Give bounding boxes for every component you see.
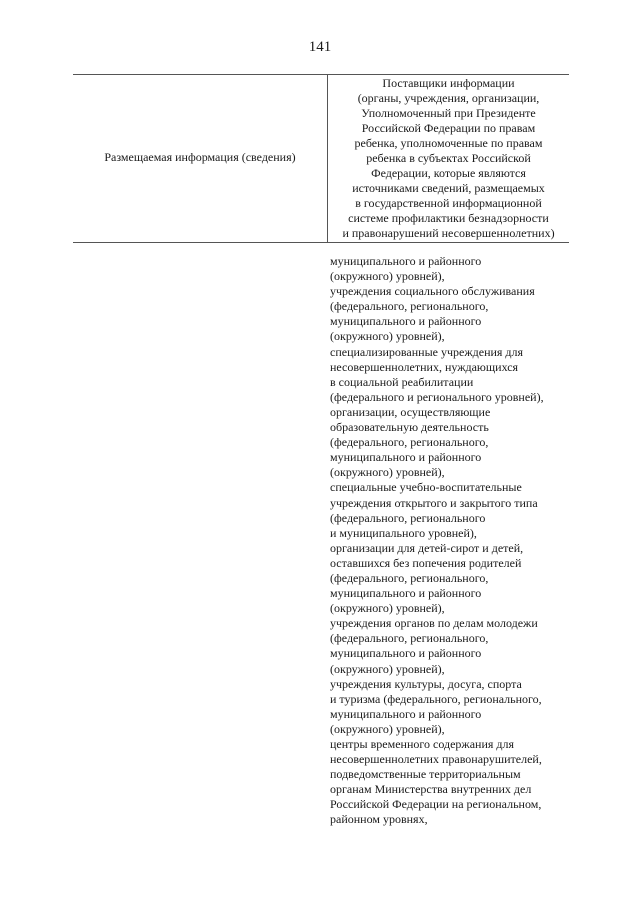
header-suppliers-line: и правонарушений несовершеннолетних) xyxy=(342,226,555,240)
table-header-information: Размещаемая информация (сведения) xyxy=(104,150,296,164)
suppliers-list-line: (окружного) уровней), xyxy=(330,721,445,736)
suppliers-list-line: подведомственные территориальным xyxy=(330,767,521,782)
suppliers-list-line: (окружного) уровней), xyxy=(330,601,445,616)
suppliers-list-line: муниципального и районного xyxy=(330,450,482,465)
suppliers-list-line: учреждения социального обслуживания xyxy=(330,284,535,299)
suppliers-list-line: (федерального, регионального xyxy=(330,510,486,525)
suppliers-list-line: муниципального и районного xyxy=(330,706,482,721)
header-suppliers-line: источниками сведений, размещаемых xyxy=(352,181,545,195)
suppliers-list-line: (окружного) уровней), xyxy=(330,661,445,676)
suppliers-list-line: несовершеннолетних правонарушителей, xyxy=(330,752,542,767)
suppliers-list-line: учреждения органов по делам молодежи xyxy=(330,616,538,631)
suppliers-list-line: (федерального, регионального, xyxy=(330,299,489,314)
suppliers-list-line: муниципального и районного xyxy=(330,314,482,329)
suppliers-list-line: (федерального, регионального, xyxy=(330,631,489,646)
suppliers-list-line: (окружного) уровней), xyxy=(330,329,445,344)
header-suppliers-line: Российской Федерации по правам xyxy=(361,121,536,135)
suppliers-list-line: учреждения открытого и закрытого типа xyxy=(330,495,538,510)
suppliers-list-line: и туризма (федерального, регионального, xyxy=(330,691,542,706)
suppliers-list-line: (федерального и регионального уровней), xyxy=(330,389,544,404)
header-suppliers-line: Уполномоченный при Президенте xyxy=(361,106,536,120)
table-top-rule xyxy=(73,74,569,75)
suppliers-list-line: центры временного содержания для xyxy=(330,737,515,751)
table-header-suppliers xyxy=(328,76,569,241)
table-cell-suppliers-list xyxy=(330,254,570,828)
header-suppliers-line: (органы, учреждения, организации, xyxy=(357,91,540,105)
suppliers-list-line: организации, осуществляющие xyxy=(330,404,491,419)
suppliers-list-line: в социальной реабилитации xyxy=(330,374,474,389)
suppliers-list-line: Российской Федерации на региональном, xyxy=(330,797,542,812)
suppliers-list-line: и муниципального уровней), xyxy=(330,525,477,540)
suppliers-list-line: несовершеннолетних, нуждающихся xyxy=(330,359,519,374)
header-suppliers-line: ребенка, уполномоченные по правам xyxy=(354,136,543,150)
header-suppliers-line: Поставщики информации xyxy=(382,76,515,90)
suppliers-list-line: муниципального и районного xyxy=(330,586,482,601)
page-number: 141 xyxy=(308,39,332,55)
suppliers-list-line: специализированные учреждения для xyxy=(330,344,524,359)
suppliers-list-line: оставшихся без попечения родителей xyxy=(330,555,522,570)
suppliers-list-line: специальные учебно-воспитательные xyxy=(330,480,522,495)
header-suppliers-line: системе профилактики безнадзорности xyxy=(348,211,549,225)
suppliers-list-line: (окружного) уровней), xyxy=(330,465,445,480)
suppliers-list-line: районном уровнях, xyxy=(330,812,428,827)
suppliers-list-line: (федерального, регионального, xyxy=(330,570,489,585)
table-header-bottom-rule xyxy=(73,242,569,243)
header-suppliers-line: Федерации, которые являются xyxy=(371,166,526,180)
suppliers-list-line: учреждения культуры, досуга, спорта xyxy=(330,676,522,691)
suppliers-list-line: органам Министерства внутренних дел xyxy=(330,782,532,797)
suppliers-list-line: (федерального, регионального, xyxy=(330,435,489,450)
suppliers-list-line: муниципального и районного xyxy=(330,254,482,268)
suppliers-list-line: образовательную деятельность xyxy=(330,420,489,435)
suppliers-list-line: (окружного) уровней), xyxy=(330,269,445,284)
suppliers-list-line: организации для детей-сирот и детей, xyxy=(330,540,524,555)
suppliers-list-line: муниципального и районного xyxy=(330,646,482,661)
header-suppliers-line: в государственной информационной xyxy=(355,196,542,210)
header-suppliers-line: ребенка в субъектах Российской xyxy=(366,151,531,165)
